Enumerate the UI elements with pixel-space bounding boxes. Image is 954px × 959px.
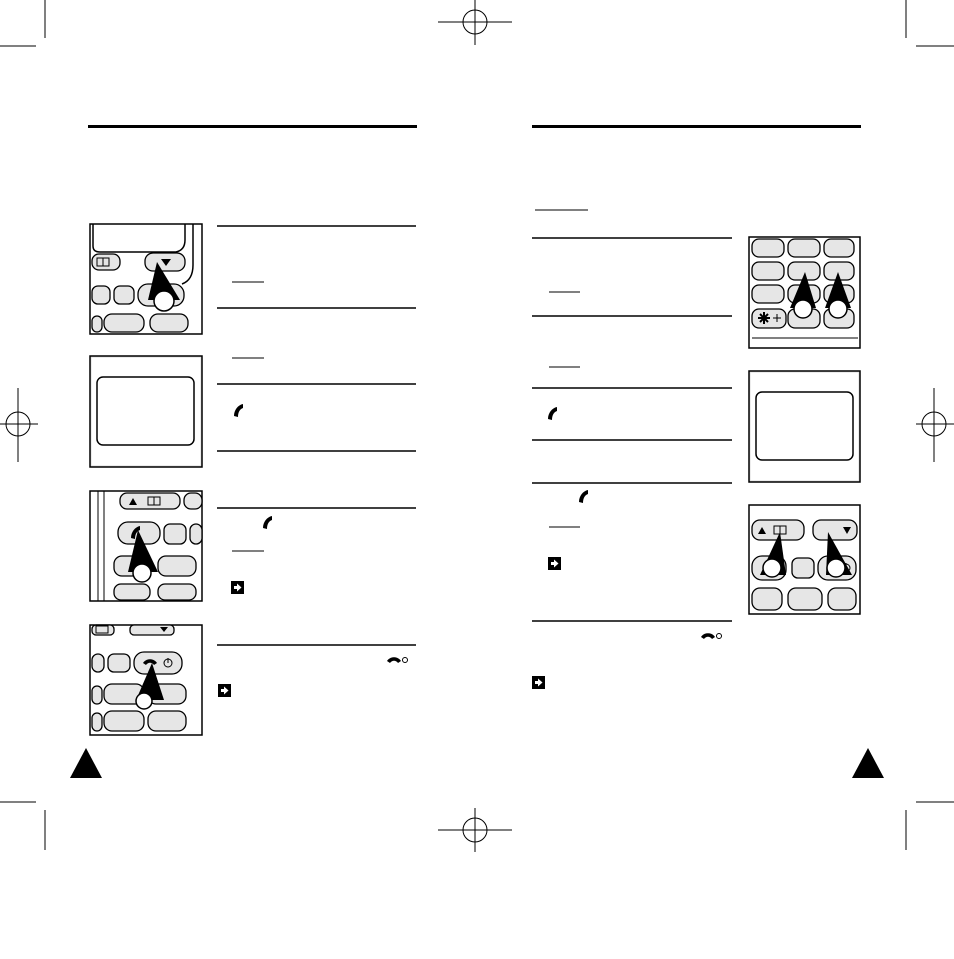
handset-icon — [263, 516, 272, 529]
handset-icon — [234, 404, 243, 417]
arrow-right-box-icon — [231, 581, 244, 594]
arrow-right-box-icon — [218, 684, 231, 697]
arrow-right-box-icon — [532, 676, 545, 689]
handset-icon — [579, 490, 588, 503]
end-call-handset-icon — [387, 657, 408, 663]
registration-mark-icon — [0, 388, 38, 462]
navigation-keys-illustration — [749, 505, 860, 614]
end-call-handset-icon — [701, 633, 722, 639]
right-step-separators — [532, 238, 732, 621]
registration-mark-icon — [916, 388, 954, 462]
handset-icon — [548, 407, 557, 420]
registration-mark-icon — [438, 0, 512, 45]
triangle-icon — [70, 748, 102, 778]
right-underline-marks — [535, 210, 588, 527]
phone-keypad-illustration-2 — [90, 491, 202, 601]
left-step-separators — [217, 226, 416, 645]
phone-keypad-illustration-3 — [90, 625, 202, 735]
phone-keypad-illustration-1 — [90, 224, 202, 334]
triangle-icon — [852, 748, 884, 778]
left-header-rule — [88, 125, 417, 128]
arrow-right-box-icon — [548, 557, 561, 570]
right-header-rule — [532, 125, 861, 128]
numeric-keypad-illustration — [749, 237, 860, 348]
display-illustration-1 — [90, 356, 202, 467]
display-illustration-2 — [749, 371, 860, 482]
registration-mark-icon — [438, 808, 512, 852]
